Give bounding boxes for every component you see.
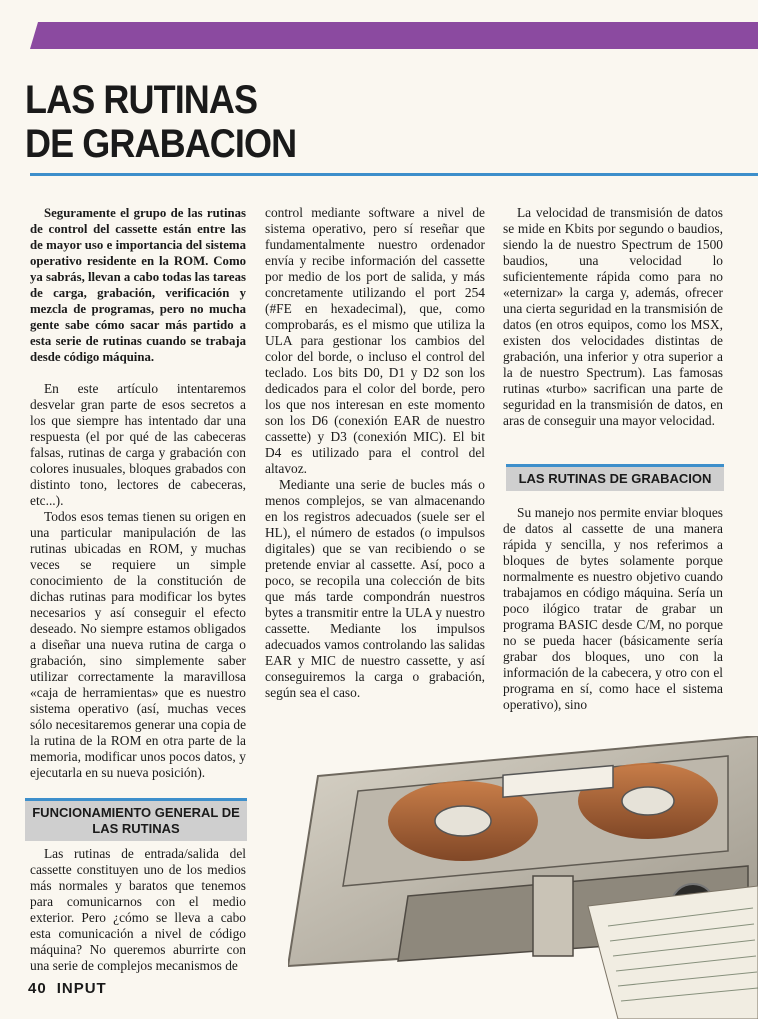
tape-guide: [533, 876, 573, 956]
paragraph: Mediante una serie de bucles más o menos complejos, se van almacenando en los registros adecuados (suele ser el HL), el número de estados (o impulsos digitales) que se van recibiendo o se pretende enviar al cassette. Así, poco a poco, se recopila una colección de bits que más tarde compondrán nuestros bytes a transmitir entre la ULA y nuestro cassette. Mediante los impulsos adecuados vamos controlando las salidas EAR y MIC de nuestro cassette, y así conseguiremos la carga o grabación, según sea el caso.: [265, 477, 485, 700]
magazine-name: INPUT: [56, 980, 107, 997]
section-heading-funcionamiento: FUNCIONAMIENTO GENERAL DE LAS RUTINAS: [25, 798, 247, 841]
spool-right: [622, 787, 674, 815]
page-footer: [28, 980, 107, 997]
column-1: [30, 205, 246, 781]
column-3-continued: [503, 505, 723, 713]
intro-paragraph: Seguramente el grupo de las rutinas de control del cassette están entre las de mayor uso e importancia del sistema operativo residente en la ROM. Como ya sabrás, llevan a cabo todas las tareas de carga, grabación, verificación y mezcla de programas, pero no mucha gente sabe cómo sacar más partido a esta serie de rutinas cuando se trabaja desde código máquina.: [30, 206, 246, 364]
spool-left: [435, 806, 491, 836]
article-title: [25, 78, 296, 166]
paragraph: Su manejo nos permite enviar bloques de datos al cassette de una manera rápida y sencilla, y nos referimos a bloques de bytes solamente porque normalmente es nuestro objetivo cuando trabajamos en código máquina. Sería un poco ilógico tratar de grabar un programa BASIC desde C/M, no porque no se pueda hacer (básicamente sería grabar dos bloques, uno con la información de la cabecera, y otro con el programa en sí, como hace el sistema operativo), sino: [503, 505, 723, 712]
cassette-illustration: [288, 736, 758, 1019]
page-number: 40: [28, 980, 47, 997]
header-color-band: [30, 22, 758, 49]
title-rule: [30, 173, 758, 176]
column-2: [265, 205, 485, 701]
column-1-continued: [30, 846, 246, 974]
title-line-2: DE GRABACION: [25, 122, 297, 166]
printed-tape-strip: [588, 886, 758, 1019]
title-line-1: LAS RUTINAS: [25, 78, 258, 122]
paragraph: En este artículo intentaremos desvelar gran parte de esos secretos a los que siempre has intentado dar una respuesta (el por qué de las cabeceras falsas, rutinas de carga y grabación con colores inusuales, bloques grabados con distinto tono, lectores de cabeceras, etc...).: [30, 381, 246, 508]
paragraph: La velocidad de transmisión de datos se mide en Kbits por segundo o baudios, siendo la de nuestro Spectrum de 1500 baudios, una velocidad lo suficientemente rápida como para no «eternizar» la carga y, además, ofrecer una cierta seguridad en la transmisión de datos (en otros equipos, como los MSX, existen dos velocidades distintas de grabación, una inferior y otra superior a la de nuestro Spectrum). Las famosas rutinas «turbo» sacrifican una parte de seguridad en la transmisión de datos, en aras de conseguir una mayor velocidad.: [503, 205, 723, 428]
section-heading-rutinas-grabacion: LAS RUTINAS DE GRABACION: [506, 464, 724, 491]
paragraph: Todos esos temas tienen su origen en una particular manipulación de las rutinas ubicadas en ROM, y muchas veces se requiere un simple conocimiento de la constitución de dichas rutinas para modificar los bytes necesarios y así conseguir el efecto deseado. No siempre estamos obligados a diseñar una nueva rutina de carga o grabación, sino simplemente saber utilizar correctamente la maravillosa «caja de herramientas» que es nuestro sistema operativo (así, muchas veces sólo necesitaremos generar una copia de la rutina de la ROM en otra parte de la memoria, modificar unos pocos datos, y ejecutarla en su nueva posición).: [30, 509, 247, 780]
paragraph: control mediante software a nivel de sistema operativo, pero sí reseñar que fundamentalmente nuestro ordenador envía y recibe información del cassette por medio de los port de salida, y más concretamente utilizando el port 254 (#FE en hexadecimal), que, como comprobarás, es el mismo que utiliza la ULA para gestionar los cambios del color del borde, o incluso el control del teclado. Los bits D0, D1 y D2 son los dedicados para el color del borde, pero los que nos interesan en este momento son los D6 (conexión EAR de nuestro cassette) y D3 (conexión MIC). El bit D4 es utilizado para el control del altavoz.: [265, 205, 485, 476]
column-3: [503, 205, 723, 429]
paragraph: Las rutinas de entrada/salida del cassette constituyen uno de los medios más normales y baratos que tenemos para comunicarnos con el medio exterior. Pero ¿cómo se lleva a cabo esta comunicación a nivel de código máquina? No queremos aburrirte con una serie de complejos mecanismos de: [30, 846, 246, 973]
